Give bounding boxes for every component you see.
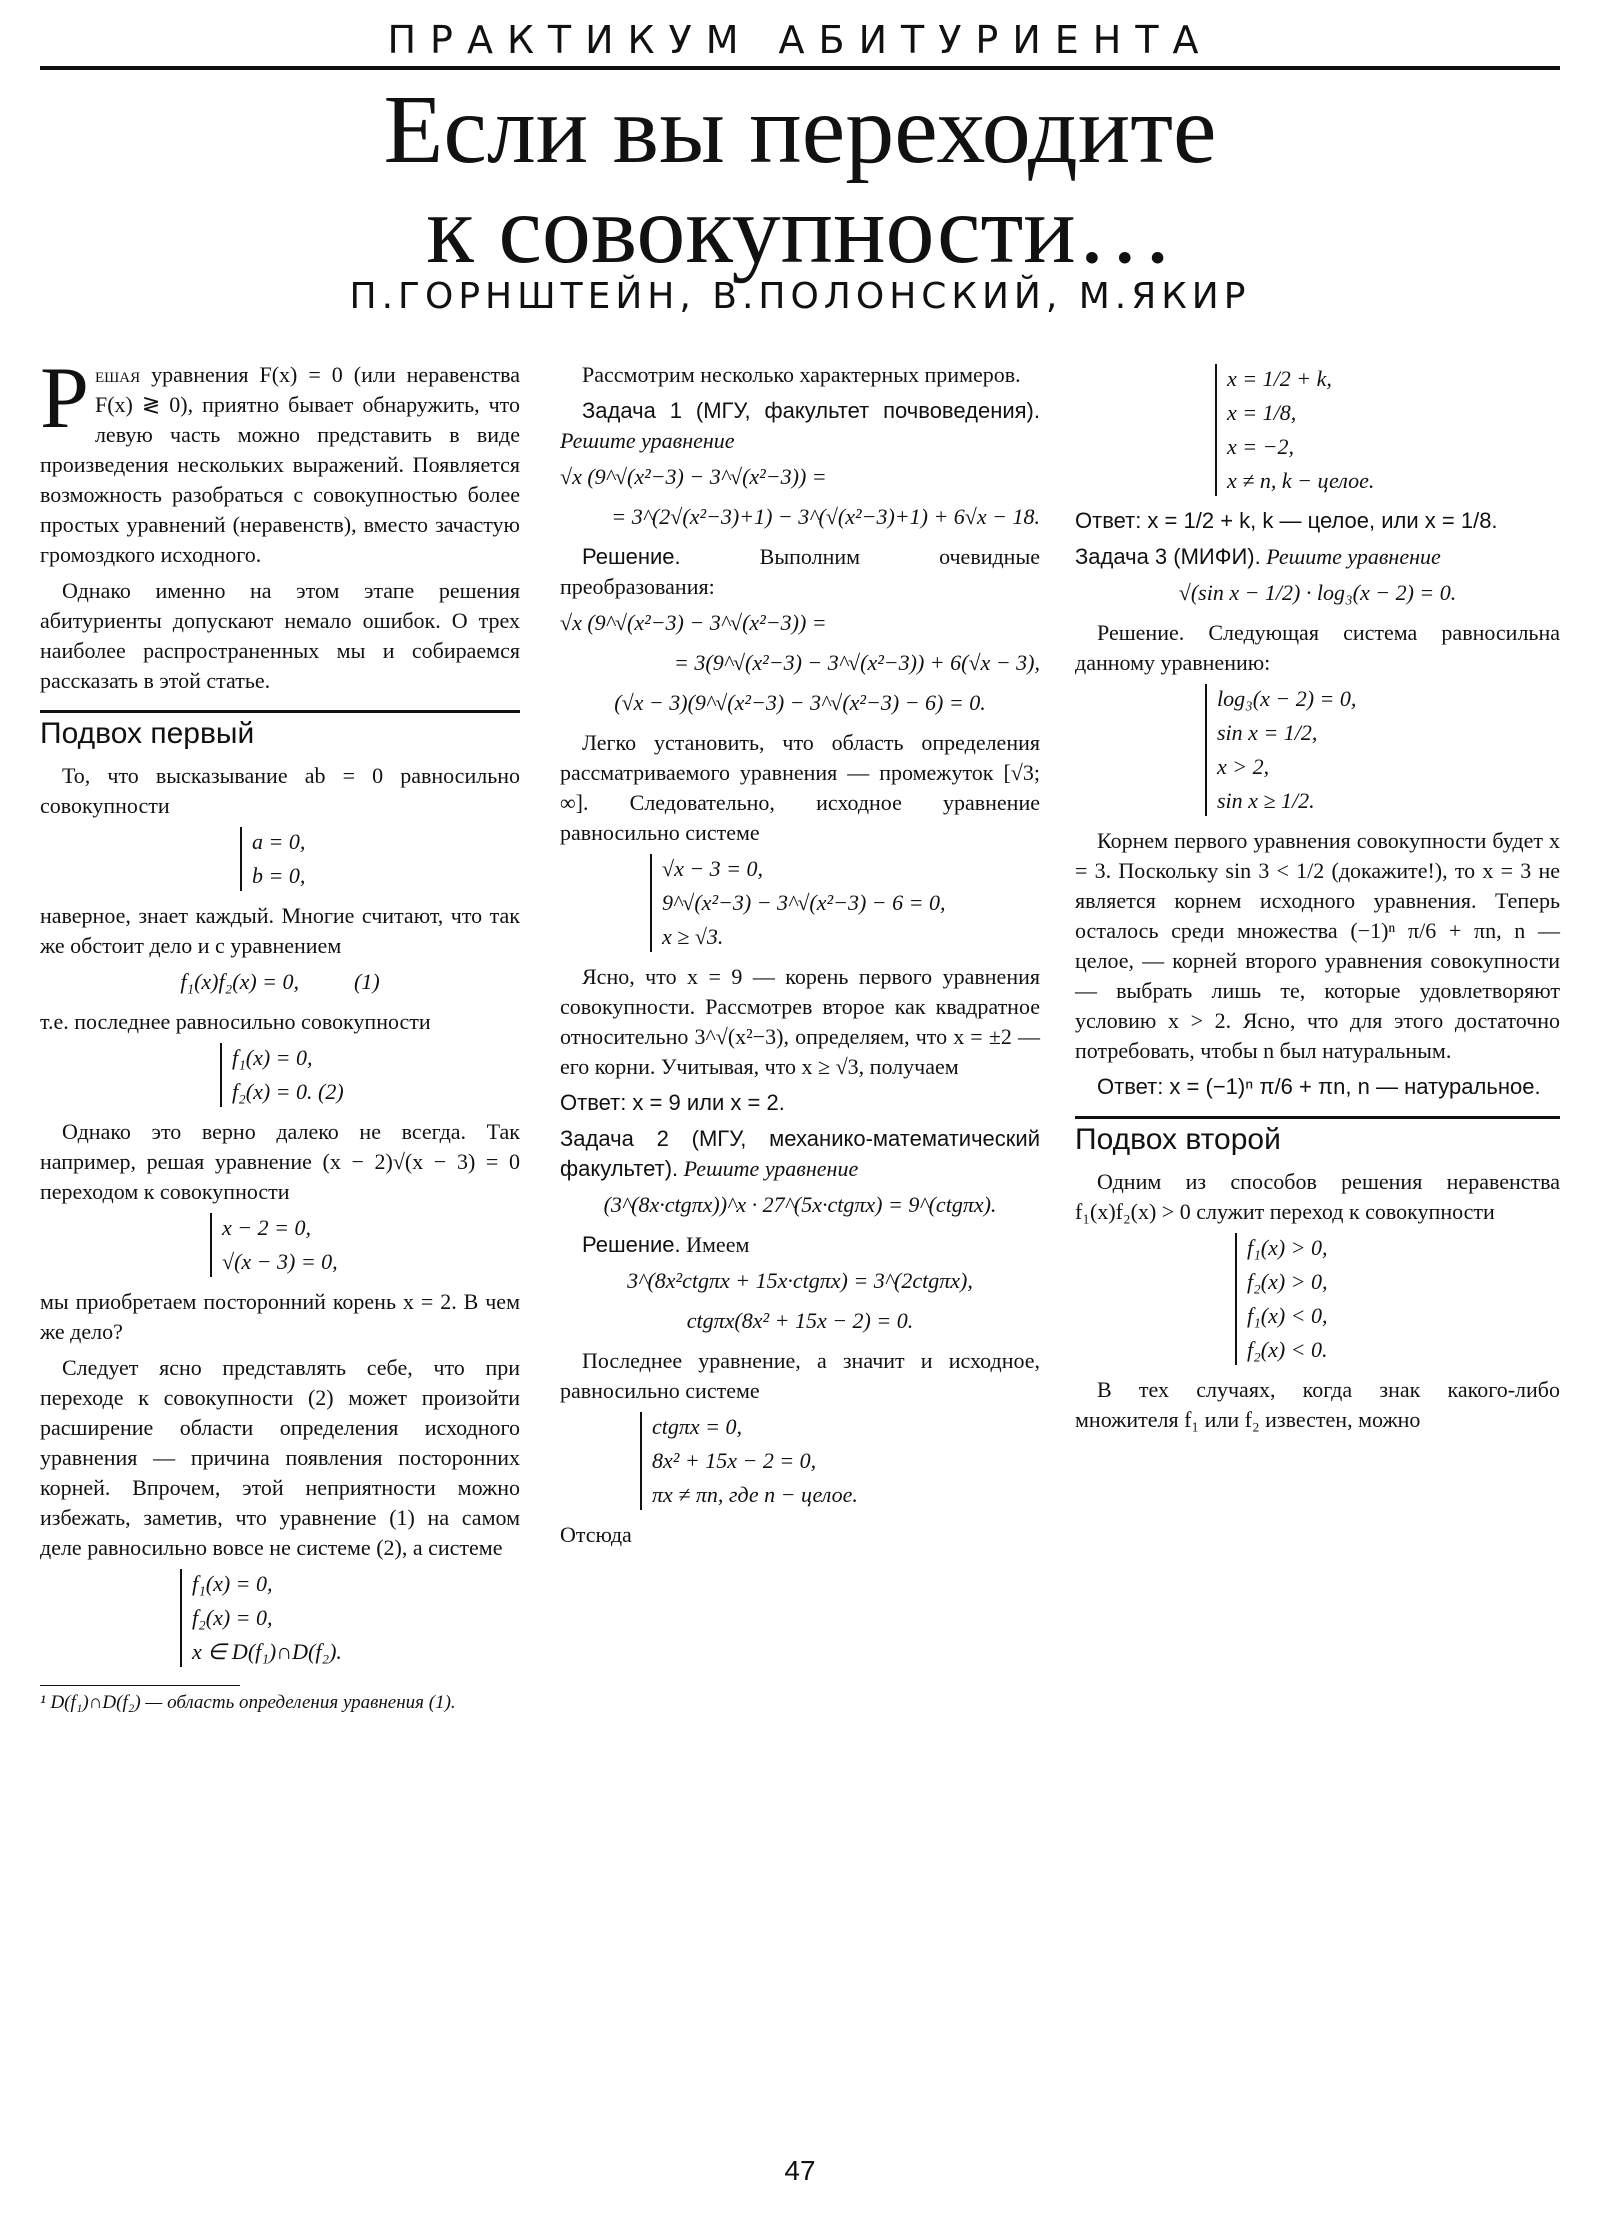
paragraph: Следует ясно представлять себе, что при переходе к совокупности (2) может произойти расширение области определения исходного уравнения — причина появления посторонних корней. Впрочем, этой неприятности можно избежать, заметив, что уравнение (1) на самом деле равносильно вовсе не системе (2), а системе [40,1355,520,1560]
answer: Ответ: x = 1/2 + k, k — целое, или x = 1/8. [1075,508,1498,533]
formula-line: f₂(x) < 0. [1247,1337,1328,1362]
paragraph: мы приобретаем посторонний корень x = 2. В чем же дело? [40,1289,520,1344]
formula-line: x − 2 = 0, [222,1215,311,1240]
section-rubric: ПРАКТИКУМ АБИТУРИЕНТА [387,18,1213,62]
paragraph: Одним из способов решения неравенства f₁(x)f₂(x) > 0 служит переход к совокупности [1075,1169,1560,1224]
formula-line: f₂(x) = 0. (2) [232,1079,344,1104]
formula-system [180,1569,520,1667]
formula-line: ctgπx = 0, [652,1414,743,1439]
formula-system-2 [220,1043,520,1107]
section-heading-2: Подвох второй [1075,1116,1560,1159]
formula-line: x ≥ √3. [662,924,724,949]
paragraph: Однако это верно далеко не всегда. Так например, решая уравнение (x − 2)√(x − 3) = 0 переходом к совокупности [40,1119,520,1204]
formula-line: x = 1/2 + k, [1227,366,1332,391]
formula-line: √x − 3 = 0, [662,856,764,881]
formula-line: f₁(x) = 0, [232,1045,313,1070]
task-command: Решите уравнение [1266,544,1441,569]
paragraph: т.е. последнее равносильно совокупности [40,1009,431,1034]
solution-text: Выполним очевидные преобразования: [560,544,1040,599]
task-1 [560,396,1040,456]
paragraph: Однако именно на этом этапе решения абитуриенты допускают немало ошибок. О трех наиболее распространенных мы и собираемся рассказать в этой статье. [40,578,520,693]
formula-system [1205,684,1560,816]
equation: ctgπx(8x² + 15x − 2) = 0. [686,1308,914,1333]
formula-line: log₃(x − 2) = 0, [1217,686,1357,711]
formula-system [1215,364,1560,496]
formula-line: 8x² + 15x − 2 = 0, [652,1448,817,1473]
equation: (3^(8x·ctgπx))^x · 27^(5x·ctgπx) = 9^(ctgπx). [603,1192,997,1217]
paragraph: Ясно, что x = 9 — корень первого уравнения совокупности. Рассмотрев второе как квадратное относительно 3^√(x²−3), определяем, что x = ±2 — его корни. Учитывая, что x ≥ √3, получаем [560,964,1040,1079]
formula-line: f₁(x) < 0, [1247,1303,1328,1328]
column-2 [560,360,1040,1556]
formula-line: a = 0, [252,829,306,854]
intro-paragraph [40,350,520,570]
task-2 [560,1124,1040,1184]
formula-system [640,1412,1040,1510]
formula-line: x = −2, [1227,434,1294,459]
formula-line: sin x = 1/2, [1217,720,1318,745]
page-number: 47 [784,2155,816,2186]
formula-line: sin x ≥ 1/2. [1217,788,1315,813]
formula-line: b = 0, [252,863,306,888]
formula-system [1235,1233,1560,1365]
paragraph: Рассмотрим несколько характерных примеров. [582,362,1021,387]
solution-label: Решение. [582,1232,681,1257]
answer: Ответ: x = 9 или x = 2. [560,1090,785,1115]
paragraph: Корнем первого уравнения совокупности будет x = 3. Поскольку sin 3 < 1/2 (докажите!), то x = 3 не является корнем исходного уравнения. Теперь осталось среди множества (−1)ⁿ π/6 + πn, n — целое, — корней второго уравнения совокупности — выбрать лишь те, которые удовлетворяют условию x > 2. Ясно, что для этого достаточно потребовать, чтобы n был натуральным. [1075,828,1560,1063]
task-label: Задача 1 (МГУ, факультет почвоведения). [582,398,1040,423]
equation: 3^(8x²ctgπx + 15x·ctgπx) = 3^(2ctgπx), [627,1268,973,1293]
formula-line: x > 2, [1217,754,1270,779]
solution [560,1230,1040,1260]
task-3 [1075,542,1560,572]
equation-1: f₁(x)f₂(x) = 0, (1) [180,969,380,994]
column-1 [40,350,520,1716]
column-3 [1075,360,1560,1441]
task-label: Задача 2 (МГУ, механико-математический факультет). [560,1126,1040,1181]
section-heading-1: Подвох первый [40,710,520,753]
title-line-1: Если вы переходите [383,76,1217,184]
task-label: Задача 3 (МИФИ). [1075,544,1261,569]
task-command: Решите уравнение [560,428,735,453]
formula-line: 9^√(x²−3) − 3^√(x²−3) − 6 = 0, [662,890,946,915]
formula-system [210,1213,520,1277]
equation: = 3(9^√(x²−3) − 3^√(x²−3)) + 6(√x − 3), [674,650,1040,675]
formula-line: x ≠ n, k − целое. [1227,468,1375,493]
intro-smallcaps: ешая [94,362,141,387]
authors: П.ГОРНШТЕЙН, В.ПОЛОНСКИЙ, М.ЯКИР [349,276,1251,317]
formula-line: f₁(x) > 0, [1247,1235,1328,1260]
paragraph: наверное, знает каждый. Многие считают, что так же обстоит дело и с уравнением [40,903,520,958]
paragraph: Решение. Следующая система равносильна данному уравнению: [1075,620,1560,675]
formula-line: πx ≠ πn, где n − целое. [652,1482,858,1507]
equation: √x (9^√(x²−3) − 3^√(x²−3)) = [560,610,827,635]
intro-text: уравнения F(x) = 0 (или неравенства F(x) ≷ 0), приятно бывает обнаружить, что левую часть можно представить в виде произведения нескольких выражений. Появляется возможность разобраться с совокупностью более простых уравнений (неравенств), вместо зачастую громоздкого исходного. [40,362,520,567]
equation: √(sin x − 1/2) · log₃(x − 2) = 0. [1178,580,1457,605]
formula-line: f₁(x) = 0, [192,1571,273,1596]
formula-line: f₂(x) > 0, [1247,1269,1328,1294]
footnote: ¹ D(f₁)∩D(f₂) — область определения уравнения (1). [40,1692,456,1713]
formula-system [650,854,1040,952]
paragraph: В тех случаях, когда знак какого-либо множителя f₁ или f₂ известен, можно [1075,1377,1560,1432]
formula-system [240,827,520,891]
header-rule [40,66,1560,70]
equation: (√x − 3)(9^√(x²−3) − 3^√(x²−3) − 6) = 0. [614,690,986,715]
formula-line: x = 1/8, [1227,400,1297,425]
formula-line: √(x − 3) = 0, [222,1249,338,1274]
solution-label: Решение. [582,544,681,569]
answer: Ответ: x = (−1)ⁿ π/6 + πn, n — натуральное. [1097,1074,1541,1099]
paragraph: Легко установить, что область определения рассматриваемого уравнения — промежуток [√3; ∞]. Следовательно, исходное уравнение равносильно системе [560,730,1040,845]
formula-line: x ∈ D(f₁)∩D(f₂). [192,1639,342,1664]
task-command: Решите уравнение [683,1156,859,1181]
equation: √x (9^√(x²−3) − 3^√(x²−3)) = [560,464,827,489]
article-title [40,76,1560,284]
paragraph: То, что высказывание ab = 0 равносильно совокупности [40,763,520,818]
title-line-2: к совокупности… [426,176,1174,284]
solution [560,542,1040,602]
formula-line: f₂(x) = 0, [192,1605,273,1630]
paragraph: Последнее уравнение, а значит и исходное, равносильно системе [560,1348,1040,1403]
drop-cap: Р [40,350,89,447]
solution-text: Имеем [686,1232,750,1257]
paragraph: Отсюда [560,1522,632,1547]
footnote-rule [40,1685,240,1686]
equation: = 3^(2√(x²−3)+1) − 3^(√(x²−3)+1) + 6√x − 18. [611,504,1040,529]
